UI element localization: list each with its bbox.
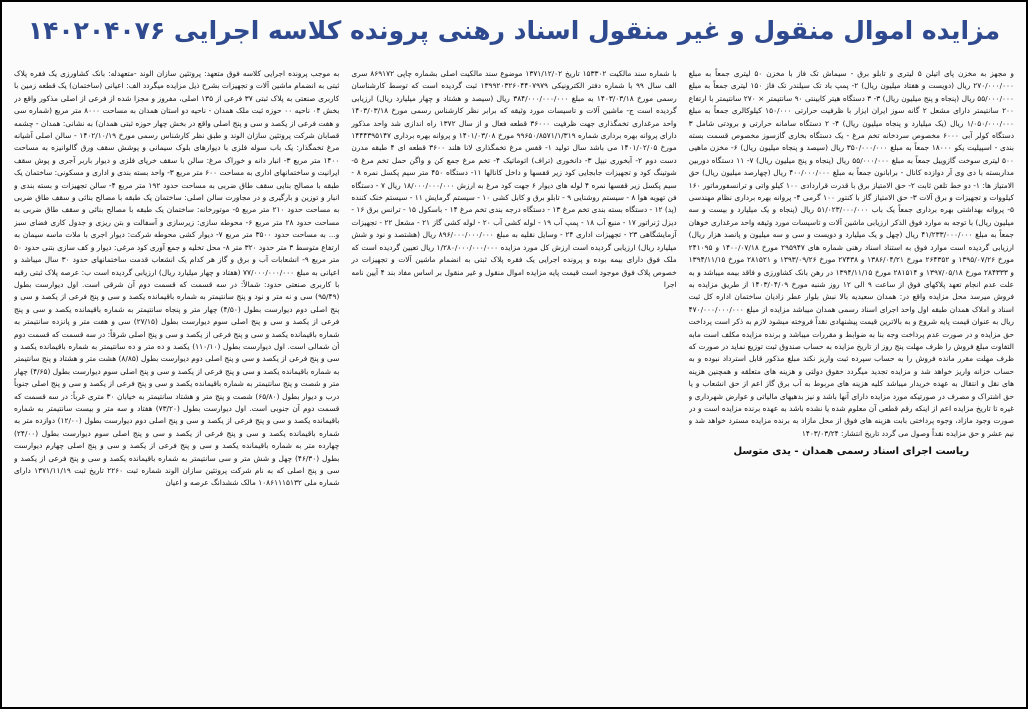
column-text: با شماره سند مالکیت ۱۵۳۳۰۲ تاریخ ۱۳۷۱/۱۲/۰۲ موضوع سند مالکیت اصلی بشماره چاپی ۸۶۹۱۷۲ سری الف سال ۹۹ با شماره دفتر الکترونیکی ۱۳۹۹۲۰۳۲۶۰۴۴۰۷۹۷۹ ثبت گردیده است که توسط کارشناسان رسمی مورخ ۱۴۰۳/۰۳/۱۸ به مبلغ ۳۸۴/۰۰۰/۰۰۰/۰۰۰ ریال (سیصد و هشتاد و چهار میلیارد ریال) ارزیابی گردیده است ج- ماشین آلات و تاسیسات مورد وثیقه که برابر نظر کارشناس رسمی مورخ ۱۴۰۳/۰۳/۱۸ واحد مرغداری تخمگذاری جهت ظرفیت ۳۶۰۰۰ قطعه فعال و از سال ۱۳۷۲ راه اندازی شد واحد مذکور دارای پروانه بهره برداری شماره ۹۹۶۵۰/۸۵۷۱/۱/۳۱۹ مورخ ۱۴۰۱/۰۳/۰۸ و پروانه بهره برداری ۱۴۴۴۳۹۵۱۴۷ مورخ ۱۴۰۱/۰۲/۰۵ می باشد سال تولید ۱- قفس مرغ تخمگذاری لانا هلند ۳۶۰۰ قطعه ای ۴ طبقه مدرن دست دوم ۲- آبخوری نیپل ۳- دانخوری (تراف) اتوماتیک ۴- تخم مرغ جمع کن و واگن حمل تخم مرغ ۵- شوتینگ کود و تجهیزات جابجایی کود زیر قفسها و داخل کانالها ۱۱- دستگاه ۴۵۰ متر سیم پکسل نمره ۸ - سیم پکسل زیر قفسها نمره ۴ لوله های دیوار ۶ جهت کود مرغ به ارزش ۱۸/۰۰۰/۰۰۰/۰۰۰ ریال ۷ - دستگاه فن تهویه هوا ۸ - سیستم روشنایی ۹ - تابلو برق و کابل کشی ۱۰ - سیستم گرمایش ۱۱ - سیستم خنک کننده (پد) ۱۲ - دستگاه بسته بندی تخم مرغ ۱۳ - دستگاه درجه بندی تخم مرغ ۱۴ - باسکول ۱۵ - ترانس برق ۱۶ - دیزل ژنراتور ۱۷ - منبع آب ۱۸ - پمپ آب ۱۹ - لوله کشی آب ۲۰ - لوله کشی گاز ۲۱ - مشعل ۲۲ - تجهیزات آزمایشگاهی ۲۳ - تجهیزات اداری ۲۴ - وسایل نقلیه به مبلغ ۸۹۶/۰۰۰/۰۰۰/۰۰۰ ریال (هشتصد و نود و شش میلیارد ریال) ارزیابی گردیده است ارزش کل مورد مزایده ۱/۲۸۰/۰۰۰/۰۰۰/۰۰۰ ریال تعیین گردیده است که ملک فوق دارای بیمه بوده و پرونده اجرایی یک فقره پلاک ثبتی به انضمام ماشین آلات و تجهیزات در خصوص پلاک فوق موجود است قیمت پایه مزایده اموال منقول و غیر منقول بر اساس مفاد بند ۴ آیین نامه اجرا — [351, 69, 677, 289]
column-right — [14, 68, 339, 699]
notice-body — [14, 68, 1014, 699]
signature: ریاست اجرای اسناد رسمی همدان - یدی متوسل — [733, 446, 970, 458]
notice-title: مزایده اموال منقول و غیر منقول اسناد رهنی پرونده کلاسه اجرایی ۱۴۰۲۰۴۰۷۶ — [27, 16, 1001, 45]
column-left — [689, 68, 1014, 699]
column-text: و مجهز به مخزن پای اتیلن ۵ لیتری و تابلو برق - سیماش تک فاز با مخزن ۵۰ لیتری جمعاً به مبلغ ۲۷۰/۰۰۰/۰۰۰ ریال (دویست و هفتاد میلیون ریال) ۲- پمپ باد تک سیلندر تک فاز ۱۵۰ لیتری جمعاً به مبلغ ۵۵/۰۰۰/۰۰۰ ریال (پنجاه و پنج میلیون ریال) ۳- ۳ دستگاه هیتر کابینتی ۹۰ سانتیمتر × ۲۷۰ سانتیمتر با ارتفاع ۲۰۰ سانتیمتر دارای مشعل ۲ گانه سوز ایران ایزار با ظرفیت حرارتی ۱۵۰/۰۰۰ کیلوکالری جمعاً به مبلغ ۱/۰۵۰/۰۰۰/۰۰۰ ریال (یک میلیارد و پنجاه میلیون ریال) ۴- ۲ دستگاه سامانه حرارتی و برودتی شامل ۳ دستگاه کولر آبی ۶۰۰۰ مخصوص سردخانه تخم مرغ - یک دستگاه بخاری گازسوز مخصوص قسمت بسته بندی - اسپیلیت یکو ۱۸۰۰۰ جمعاً به مبلغ ۳۵۰/۰۰۰/۰۰۰ ریال (سیصد و پنجاه میلیون ریال) ۶- مخزن ماهیی ۵۰۰ لیتری سوخت گازوییل جمعاً به مبلغ ۵۵/۰۰۰/۰۰۰ ریال (پنجاه و پنج میلیون ریال) ۷- ۱۱ دستگاه دوربین مداربسته با دی وی آر دوازده کانال - برابانون جمعاً به مبلغ ۴۰۰/۰۰۰/۰۰۰ ریال (چهارصد میلیون ریال) حق الامتیاز ها: ۱- دو خط تلفن ثابت ۲- حق الامتیاز برق با قدرت قراردادی ۱۰۰ کیلو واتی و ترانسفورماتور ۱۶۰ کیلووات و تجهیزات و برق آلات ۳- حق الامتیاز گاز با کنتور ۱۰۰ گرمی ۴- پروانه بهره برداری نظام مهندسی ۵- پروانه بهداشتی بهره برداری جمعاً یک باب ۵۱/۰۲۳/۰۰۰/۰۰۰ ریال (پنجاه و یک میلیارد و بیست و سه میلیون ریال) با توجه به موارد فوق الذکر ارزیابی ماشین آلات و تاسیسات مورد وثیقه واحد مرغداری خوهان جمعاً به مبلغ ۴۱/۲۳۳/۰۰۰/۰۰۰ ریال (چهل و یک میلیارد و دویست و سی و سه میلیون و پانصد هزار ریال) ارزیابی گردیده است موارد فوق به استناد اسناد رهنی شماره های ۲۹۵۹۴۷ مورخ ۱۴۰۰/۰۷/۱۸ و ۲۴۱۰۹۵ مورخ ۱۳۹۵/۰۷/۲۶ و ۲۶۴۳۵۲ مورخ ۱۳۸۶/۰۴/۲۱ و ۲۷۴۳۸ مورخ ۱۳۹۳/۰۹/۲۶ و ۲۸۱۵۲۱ مورخ ۱۳۹۴/۱۱/۱۵ و ۲۸۴۳۳۳ مورخ ۱۳۹۷/۰۵/۱۸ و ۲۸۱۵۱۴ مورخ ۱۳۹۴/۱۱/۱۵ در رهن بانک کشاورزی و فاقد بیمه میباشد و به علت عدم انجام تعهد پلاکهای فوق از ساعت ۹ الی ۱۲ روز شنبه مورخ ۱۴۰۳/۰۴/۰۹ از طریق مزایده به فروش میرسد محل مزایده واقع در: همدان سعیدیه بالا نبش بلوار عطر زادیان ساختمان اداره کل ثبت اسناد و املاک همدان طبقه اول واحد اجرای اسناد رسمی همدان میباشد مزایده از مبلغ ۴۷۰/۰۰۰/۰۰۰/۰۰۰ ریال به عنوان قیمت پایه شروع و به بالاترین قیمت پیشنهادی نقداً فروخته میشود لازم به ذکر است پرداخت حق مزایده و در صورت عدم پرداخت وجه بنا به ضوابط و مقررات میباشد و برنده مزایده مکلف است مابه التفاوت مبلغ فروش را ظرف مهلت پنج روز از تاریخ مزایده به حساب صندوق ثبت توزیع نماید در صورت که ظرف مهلت مقرر مانده فروش را به حساب سپرده ثبت واریز نکند مبلغ مذکور قابل استرداد نبوده و به حساب خزانه واریز خواهد شد و مزایده تجدید میگردد حقوق دولتی و هزینه های متعلقه و همچنین هزینه های نقل و انتقال به عهده خریدار میباشد کلیه هزینه های مربوط به آب برق گاز اعم از حق انشعاب و یا حق اشتراک و مصرف در صورتیکه مورد مزایده دارای آنها باشد و نیز بدهیهای مالیاتی و عوارض شهرداری و غیره تا تاریخ مزایده اعم از اینکه رقم قطعی آن معلوم شده یا نشده باشد به عهده برنده مزایده است و در صورت وجود مازاد، وجوه پرداختی بابت هزینه های فوق از محل مازاد به برنده مزایده مسترد خواهد شد و نیم عشر و حق مزایده نقداً وصول می گردد تاریخ انتشار: ۱۴۰۳/۰۳/۲۴ — [688, 69, 1014, 438]
column-text: به موجب پرونده اجرایی کلاسه فوق متعهد: پروتئین سازان الوند -متعهدله: بانک کشاورزی یک فقره پلاک ثبتی به انضمام ماشین آلات و تجهیزات بشرح ذیل مزایده میگردد الف: اعیانی (ساختمان) یک قطعه زمین با کاربری صنعتی به پلاک ثبتی ۳۷ فرعی از ۱۳۵ اصلی، مفروز و مجزا شده از فرعی از اصلی مذکور واقع در بخش ۰۴ ناحیه ۰۰ حوزه ثبت ملک همدان - ناحیه دو استان همدان به مساحت ۸۰۰۰ متر مربع (شماره سی و هفت فرعی از یکصد و سی و پنج اصلی واقع در بخش چهار حوزه ثبتی همدان) به نشانی: همدان - چشمه قصابان شرکت پروتئین سازان الوند و طبق نظر کارشناس رسمی مورخ ۱۴۰۲/۱۰/۱۹ - سالن اصلی آشیانه مرغ تخمگذار: یک باب سوله فلزی با دیوارهای بلوک سیمانی و پوشش سقف ورق گالوانیزه به مساحت ۱۴۰۰ متر مربع ۳- انبار دانه و خوراک مرغ: سالن با سقف خرپای فلزی و دیوار باربر آجری و پوش سقف ایرانیت و ساختمانهای اداری به مساحت ۶۰۰ متر مربع ۳- واحد بسته بندی و اداری و مسکونی: ساختمان یک طبقه با مصالح بنایی سقف طاق ضربی به مساحت حدود ۱۹۲ متر مربع ۴- سالن تجهیزات و بسته بندی و انبار و توزین و بارگیری و در مجاورت سالن اصلی: ساختمان یک طبقه با مصالح بنائی و سقف طاق ضربی به مساحت حدود ۲۱۰ متر مربع ۵- موتورخانه: ساختمان یک طبقه با مصالح بنائی و سقف طاق ضربی به مساحت حدود ۲۸ متر مربع ۶- محوطه سازی: زیرسازی و آسفالت و بتن ریزی و جدول کاری فضای سبز و... به مساحت حدود ۳۵۰۰ متر مربع ۷- دیوار کشی محوطه شرکت: دیوار اجری با ملات ماسه سیمان به ارتفاع متوسط ۳ متر حدود ۳۲۰ متر ۸- محل تخلیه و جمع آوری کود مرغی: دیوار و کف سازی بتنی حدود ۵۰ متر مربع ۹- انشعابات آب و برق و گاز هر کدام یک انشعاب قدمت ساختمانهای حدود ۳۰ سال میباشد و اعیانی به مبلغ ۷۷/۰۰۰/۰۰۰/۰۰۰ (هفتاد و چهار میلیارد ریال) ارزیابی گردیده است ب: عرصه پلاک ثبتی رقبه با کاربری صنعتی حدود: شمالاً: در سه قسمت که قسمت دوم آن شرقی است. اول دیوارست بطول (۹۵/۴۹) سی و نه متر و نود و پنج سانتیمتر به شماره باقیمانده یکصد و سی و پنج فرعی از یکصد و سی و پنج اصلی دوم دیوارست بطول (۴/۵۰) چهار متر و پنجاه سانتیمتر به شماره باقیمانده یکصد و سی و پنج فرعی از یکصد و سی و پنج اصلی سوم دیوارست بطول (۲۷/۱۵) سی و هفت متر و پانزده سانتیمتر به شماره باقیمانده یکصد و سی و پنج فرعی از یکصد و سی و پنج اصلی شرقاً: در سه قسمت که قسمت دوم آن شمالی است. اول دیوارست بطول (۱۱۰/۱۰) یکصد و ده متر و ده سانتیمتر به شماره باقیمانده یکصد و سی و پنج فرعی از یکصد و سی و پنج اصلی دوم دیوارست بطول (۸/۸۵) هشت متر و هشتاد و پنج سانتیمتر به شماره باقیمانده یکصد و سی و پنج فرعی از یکصد و سی و پنج اصلی سوم دیوارست بطول (۴/۶۵) چهار متر و شصت و پنج سانتیمتر به شماره باقیمانده یکصد و سی و پنج فرعی از یکصد و سی و پنج اصلی جنوباً درب و دیوار بطول (۶۵/۸۰) شصت و پنج متر و هشتاد سانتیمتر به خیابان ۳۰ متری غرباً: در سه قسمت که قسمت دوم آن جنوبی است. اول دیوارست بطول (۷۳/۲۰) هفتاد و سه متر و بیست سانتیمتر به شماره باقیمانده یکصد و سی و پنج فرعی از یکصد و سی و پنج اصلی دوم دیوارست بطول (۱۲/۰۰) دوازده متر به شماره باقیمانده یکصد و سی و پنج فرعی از یکصد و سی و پنج اصلی سوم دیوارست بطول (۲۴/۰۰) چهارده متر به شماره باقیمانده یکصد و سی و پنج فرعی از یکصد و سی و پنج اصلی چهارم دیوارست بطول (۴۶/۳۰) چهل و شش متر و سی سانتیمتر به شماره باقیمانده یکصد و سی و پنج فرعی از یکصد و سی و پنج اصلی که به نام شرکت پروتئین سازان الوند شماره ثبت ۲۲۶۰ تاریخ ثبت ۱۳۷۱/۱۱/۱۹ دارای شماره ملی ۱۰۸۶۱۱۱۵۱۳۲ مالک ششدانگ عرصه و اعیان — [14, 69, 340, 488]
column-middle — [351, 68, 676, 699]
